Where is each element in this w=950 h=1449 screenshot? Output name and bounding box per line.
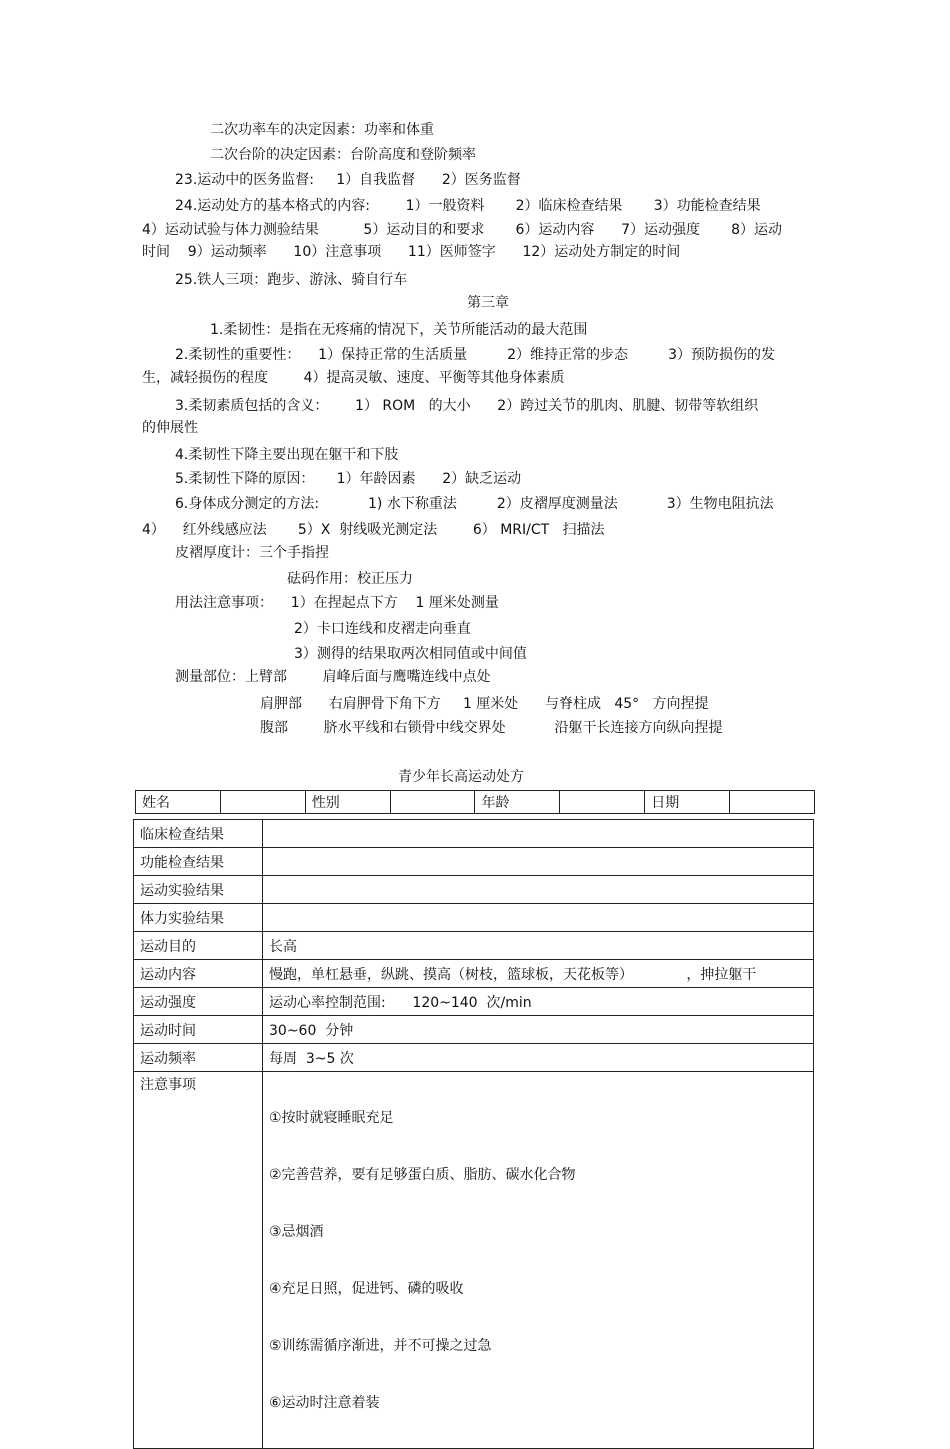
- text-line: 时间 9）运动频率 10）注意事项 11）医师签字 12）运动处方制定的时间: [142, 244, 681, 260]
- text-line: 2.柔韧性的重要性： 1）保持正常的生活质量 2）维持正常的步态 3）预防损伤的发: [175, 347, 775, 363]
- text-line: 腹部 脐水平线和右锁骨中线交界处 沿躯干长连接方向纵向捏提: [260, 720, 723, 736]
- text-line: 砝码作用：校正压力: [287, 571, 413, 587]
- row-value: [263, 820, 814, 848]
- note-item: ⑤训练需循序渐进，并不可操之过急: [269, 1338, 492, 1354]
- age-label: 年龄: [475, 791, 560, 814]
- text-line: 二次功率车的决定因素：功率和体重: [210, 122, 434, 138]
- table-row: [134, 932, 814, 960]
- row-label: 运动时间: [134, 1016, 263, 1044]
- info-header-table: [135, 790, 815, 814]
- text-line: 25.铁人三项：跑步、游泳、骑自行车: [175, 272, 408, 288]
- text-line: 的伸展性: [142, 420, 198, 436]
- text-line: 6.身体成分测定的方法: 1) 水下称重法 2）皮褶厚度测量法 3）生物电阻抗法: [175, 496, 774, 512]
- row-label: 运动实验结果: [134, 876, 263, 904]
- row-value: 长高: [263, 932, 814, 960]
- text-line: 肩胛部 右肩胛骨下角下方 1 厘米处 与脊柱成 45° 方向捏提: [260, 696, 709, 712]
- text-line: 4） 红外线感应法 5）X 射线吸光测定法 6） MRI/CT 扫描法: [142, 522, 605, 538]
- text-line: 2）卡口连线和皮褶走向垂直: [294, 621, 471, 637]
- table-row: [134, 848, 814, 876]
- table-row: [134, 904, 814, 932]
- text-line: 皮褶厚度计：三个手指捏: [175, 545, 329, 561]
- text-line: 生，减轻损伤的程度 4）提高灵敏、速度、平衡等其他身体素质: [142, 370, 565, 386]
- table-row: [134, 1016, 814, 1044]
- table-row: [134, 820, 814, 848]
- date-label: 日期: [645, 791, 730, 814]
- row-value: [263, 848, 814, 876]
- gender-value: [390, 791, 475, 814]
- table-row: [134, 876, 814, 904]
- text-line: 用法注意事项： 1）在捏起点下方 1 厘米处测量: [175, 595, 499, 611]
- name-value: [220, 791, 305, 814]
- notes-label: 注意事项: [134, 1072, 263, 1449]
- table-row: [134, 988, 814, 1016]
- row-label: 运动内容: [134, 960, 263, 988]
- text-line: 测量部位：上臂部 肩峰后面与鹰嘴连线中点处: [175, 669, 491, 685]
- text-line: 3.柔韧素质包括的含义： 1） ROM 的大小 2）跨过关节的肌肉、肌腱、韧带等软组织: [175, 398, 759, 414]
- date-value: [730, 791, 815, 814]
- text-line: 3）测得的结果取两次相同值或中间值: [294, 646, 527, 662]
- note-item: ③忌烟酒: [269, 1224, 324, 1240]
- age-value: [560, 791, 645, 814]
- row-label: 功能检查结果: [134, 848, 263, 876]
- note-item: ⑥运动时注意着装: [269, 1395, 380, 1411]
- note-item: ②完善营养，要有足够蛋白质、脂肪、碳水化合物: [269, 1167, 576, 1183]
- table-title: 青少年长高运动处方: [398, 769, 524, 785]
- prescription-table: [133, 819, 814, 1449]
- notes-list: [263, 1072, 814, 1449]
- table-row: [134, 960, 814, 988]
- row-value: [263, 876, 814, 904]
- text-line: 4.柔韧性下降主要出现在躯干和下肢: [175, 447, 399, 463]
- text-line: 5.柔韧性下降的原因： 1）年龄因素 2）缺乏运动: [175, 471, 522, 487]
- row-label: 运动频率: [134, 1044, 263, 1072]
- row-value: 30~60 分钟: [263, 1016, 814, 1044]
- text-line: 二次台阶的决定因素：台阶高度和登阶频率: [210, 147, 476, 163]
- row-value: 慢跑，单杠悬垂，纵跳、摸高（树枝，篮球板，天花板等） ，抻拉躯干: [263, 960, 814, 988]
- row-value: 运动心率控制范围: 120~140 次/min: [263, 988, 814, 1016]
- notes-row: [134, 1072, 814, 1449]
- chapter-heading: 第三章: [467, 295, 509, 311]
- row-label: 运动强度: [134, 988, 263, 1016]
- table-row: [134, 1044, 814, 1072]
- row-label: 运动目的: [134, 932, 263, 960]
- text-line: 1.柔韧性：是指在无疼痛的情况下，关节所能活动的最大范围: [210, 322, 588, 338]
- row-value: [263, 904, 814, 932]
- gender-label: 性别: [305, 791, 390, 814]
- note-item: ④充足日照，促进钙、磷的吸收: [269, 1281, 464, 1297]
- row-label: 体力实验结果: [134, 904, 263, 932]
- name-label: 姓名: [136, 791, 221, 814]
- table-row: [136, 791, 815, 814]
- text-line: 24.运动处方的基本格式的内容: 1）一般资料 2）临床检查结果 3）功能检查结果: [175, 198, 761, 214]
- row-value: 每周 3~5 次: [263, 1044, 814, 1072]
- note-item: ①按时就寝睡眠充足: [269, 1110, 394, 1126]
- text-line: 4）运动试验与体力测验结果 5）运动目的和要求 6）运动内容 7）运动强度 8）运动: [142, 222, 783, 238]
- row-label: 临床检查结果: [134, 820, 263, 848]
- text-line: 23.运动中的医务监督: 1）自我监督 2）医务监督: [175, 172, 521, 188]
